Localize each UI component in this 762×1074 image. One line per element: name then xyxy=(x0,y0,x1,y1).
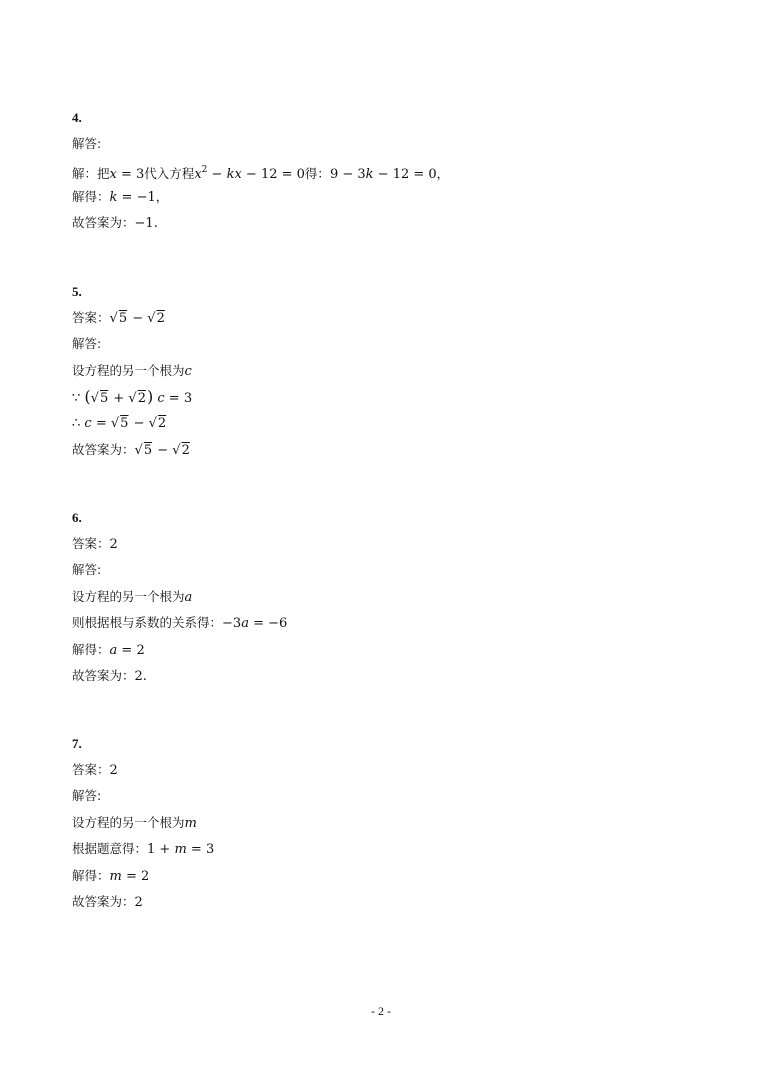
math-var: c xyxy=(84,415,92,431)
page-number: - 2 - xyxy=(371,1004,391,1018)
text: 设方程的另一个根为 xyxy=(72,362,185,378)
radicand: 2 xyxy=(181,442,190,458)
answer-line xyxy=(72,531,287,557)
text: 故答案为： xyxy=(72,215,135,231)
math: = −6 xyxy=(248,616,288,632)
text: 得： xyxy=(304,166,330,182)
math-var: m xyxy=(109,868,122,884)
math: 9 − 3 xyxy=(329,167,366,183)
math: 2 xyxy=(134,894,143,910)
math: = 3 xyxy=(186,842,215,858)
math-var: a xyxy=(241,616,249,632)
math: − xyxy=(129,415,149,431)
solution-line-1 xyxy=(72,358,192,384)
math-var: c xyxy=(184,363,192,379)
solution-line-2 xyxy=(72,836,214,862)
text: 设方程的另一个根为 xyxy=(72,588,185,604)
question-5 xyxy=(72,279,192,463)
math: 1 + xyxy=(147,842,175,858)
math: + xyxy=(109,391,129,407)
math: = 3 xyxy=(116,167,145,183)
solution-line-3 xyxy=(72,411,192,437)
question-4 xyxy=(72,105,449,237)
final-answer-line xyxy=(72,663,287,689)
math-var: m xyxy=(184,815,197,831)
answer-line xyxy=(72,757,214,783)
sqrt-sign: √ xyxy=(147,311,156,326)
radicand: 5 xyxy=(99,391,109,407)
solution-line-1 xyxy=(72,810,214,836)
sqrt-sign: √ xyxy=(134,442,143,458)
math: − xyxy=(128,311,148,326)
text: ， xyxy=(436,166,450,182)
text: 解：把 xyxy=(72,166,110,182)
answer-value: 2 xyxy=(109,763,118,778)
radicand: 2 xyxy=(156,311,165,326)
math: − 12 = 0 xyxy=(373,167,437,183)
text: . xyxy=(153,216,158,232)
math: − 12 = 0 xyxy=(241,167,305,183)
solution-line-2 xyxy=(72,384,192,410)
solution-line-1 xyxy=(72,584,287,610)
sqrt-sign: √ xyxy=(90,391,99,407)
therefore-symbol: ∴ xyxy=(72,415,81,431)
math-var: m xyxy=(174,842,187,858)
math: = 2 xyxy=(121,868,150,884)
answer-label: 答案： xyxy=(72,536,110,551)
text: 则根据根与系数的关系得： xyxy=(72,615,223,631)
solution-line-1 xyxy=(72,157,449,183)
sqrt-sign: √ xyxy=(172,442,181,458)
final-answer-line xyxy=(72,889,214,915)
analysis-label: 解答: xyxy=(72,136,102,151)
text: . xyxy=(142,668,147,684)
sqrt-sign: √ xyxy=(109,311,118,326)
math: − xyxy=(153,442,173,458)
question-number: 7. xyxy=(72,736,82,751)
question-number: 6. xyxy=(72,510,82,525)
math: = −1 xyxy=(117,189,156,205)
math-var: k xyxy=(109,189,118,205)
solution-line-3 xyxy=(72,637,287,663)
answer-line xyxy=(72,305,192,331)
question-number: 5. xyxy=(72,284,82,299)
text: ， xyxy=(155,188,169,204)
text: 故答案为： xyxy=(72,667,135,683)
because-symbol: ∵ xyxy=(72,391,81,407)
analysis-label: 解答: xyxy=(72,788,102,804)
math: 2 xyxy=(134,668,143,684)
question-number: 4. xyxy=(72,110,82,125)
text: 设方程的另一个根为 xyxy=(72,814,185,830)
final-answer-line xyxy=(72,437,192,463)
radicand: 5 xyxy=(143,442,153,458)
math-var: c xyxy=(157,391,165,407)
math: −1 xyxy=(134,216,154,232)
radicand: 2 xyxy=(137,391,146,407)
left-paren: ( xyxy=(84,387,91,407)
solution-line-3 xyxy=(72,210,449,236)
analysis-label: 解答: xyxy=(72,336,102,352)
math-var: x xyxy=(194,167,202,183)
math: = xyxy=(91,415,111,431)
text: 根据题意得： xyxy=(72,841,148,857)
text: 故答案为： xyxy=(72,441,135,457)
text: 解得： xyxy=(72,188,110,204)
math-var: x xyxy=(109,167,117,183)
math: = 2 xyxy=(117,642,145,658)
solution-line-2 xyxy=(72,610,287,636)
text: 故答案为： xyxy=(72,893,135,909)
radicand: 5 xyxy=(120,415,129,431)
radicand: 5 xyxy=(118,311,128,326)
answer-label: 答案： xyxy=(72,310,110,325)
math-var: a xyxy=(109,642,118,658)
math: − xyxy=(207,167,227,183)
sqrt-sign: √ xyxy=(148,415,157,431)
solution-line-2 xyxy=(72,184,449,210)
text: 代入方程 xyxy=(144,166,195,182)
question-7 xyxy=(72,731,214,915)
math-var: kx xyxy=(226,167,242,183)
analysis-label: 解答: xyxy=(72,562,102,578)
math-var: k xyxy=(365,167,374,183)
radicand: 2 xyxy=(157,415,167,431)
math-var: a xyxy=(184,589,193,605)
math: = 3 xyxy=(164,391,193,407)
text: 解得： xyxy=(72,867,110,883)
answer-value: 2 xyxy=(109,537,118,552)
sqrt-sign: √ xyxy=(128,391,137,407)
text: 解得： xyxy=(72,641,110,657)
math: −3 xyxy=(222,616,242,632)
sqrt-sign: √ xyxy=(110,415,120,431)
exponent: 2 xyxy=(201,165,208,176)
question-6 xyxy=(72,505,287,689)
answer-label: 答案： xyxy=(72,762,110,777)
right-paren: ) xyxy=(147,387,154,407)
solution-line-3 xyxy=(72,863,214,889)
